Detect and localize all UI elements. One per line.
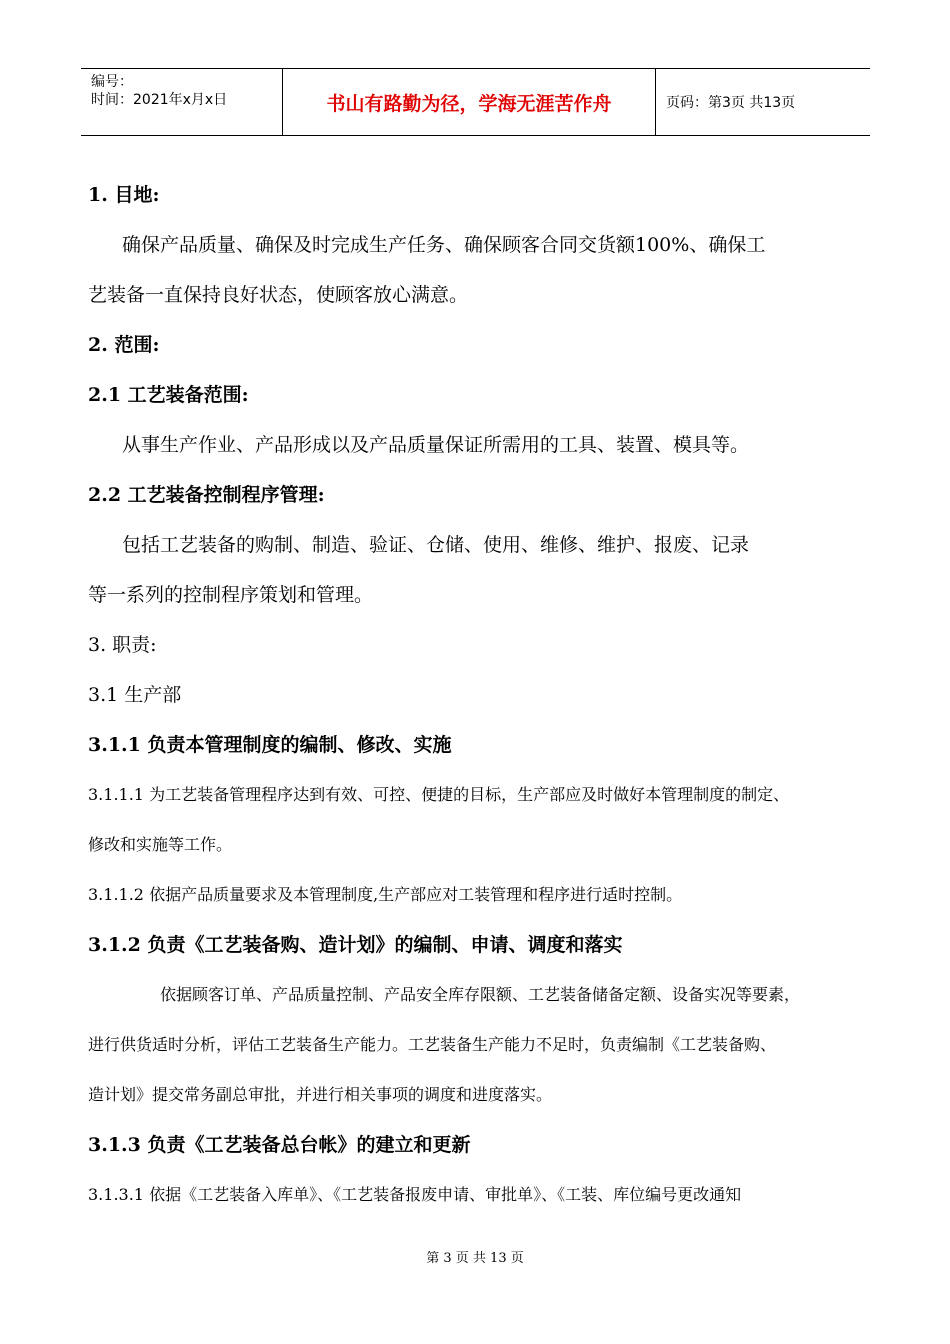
section-3-heading: 3. 职责:	[88, 634, 157, 656]
clause-3-1-3-1-line: 3.1.3.1 依据《工艺装备入库单》、《工艺装备报废申请、审批单》、《工装、库位编号更改通知	[88, 1185, 742, 1204]
section-2-heading: 2. 范围:	[88, 334, 160, 356]
header-motto-cell	[282, 69, 656, 135]
page-footer: 第 3 页 共 13 页	[426, 1251, 524, 1266]
header-page-cell	[656, 69, 870, 135]
section-3-1-1-heading: 3.1.1 负责本管理制度的编制、修改、实施	[88, 734, 452, 756]
section-2-2-paragraph-line: 包括工艺装备的购制、制造、验证、仓储、使用、维修、维护、报废、记录	[122, 534, 750, 556]
section-3-1-2-paragraph-line: 造计划》提交常务副总审批，并进行相关事项的调度和进度落实。	[88, 1085, 553, 1104]
section-3-1-heading: 3.1 生产部	[88, 684, 182, 706]
section-2-1-heading: 2.1 工艺装备范围:	[88, 384, 249, 406]
clause-3-1-1-1-line: 3.1.1.1 为工艺装备管理程序达到有效、可控、便捷的目标，生产部应及时做好本管理制度的制定、	[88, 785, 790, 804]
document-time-label: 时间：2021年x月x日	[91, 92, 228, 108]
section-1-paragraph-line: 艺装备一直保持良好状态，使顾客放心满意。	[88, 284, 469, 306]
section-1-paragraph-line: 确保产品质量、确保及时完成生产任务、确保顾客合同交货额100%、确保工	[122, 234, 766, 256]
section-2-2-paragraph-line: 等一系列的控制程序策划和管理。	[88, 584, 374, 606]
document-header-table	[81, 68, 870, 136]
header-page-code: 页码：第3页 共13页	[666, 95, 796, 111]
clause-3-1-1-2: 3.1.1.2 依据产品质量要求及本管理制度,生产部应对工装管理和程序进行适时控制。	[88, 885, 683, 904]
header-motto: 书山有路勤为径，学海无涯苦作舟	[326, 92, 612, 115]
section-2-2-heading: 2.2 工艺装备控制程序管理:	[88, 484, 325, 506]
section-2-1-paragraph: 从事生产作业、产品形成以及产品质量保证所需用的工具、装置、模具等。	[122, 434, 750, 456]
document-number-label: 编号：	[91, 74, 133, 90]
section-3-1-2-heading: 3.1.2 负责《工艺装备购、造计划》的编制、申请、调度和落实	[88, 934, 623, 956]
section-3-1-2-paragraph-line: 进行供货适时分析，评估工艺装备生产能力。工艺装备生产能力不足时，负责编制《工艺装备购、	[88, 1035, 777, 1054]
header-left-cell	[81, 69, 282, 135]
section-3-1-2-paragraph-line: 依据顾客订单、产品质量控制、产品安全库存限额、工艺装备储备定额、设备实况等要素，	[160, 985, 801, 1004]
section-3-1-3-heading: 3.1.3 负责《工艺装备总台帐》的建立和更新	[88, 1134, 471, 1156]
clause-3-1-1-1-line: 修改和实施等工作。	[88, 835, 233, 854]
section-1-heading: 1. 目地:	[88, 184, 160, 206]
